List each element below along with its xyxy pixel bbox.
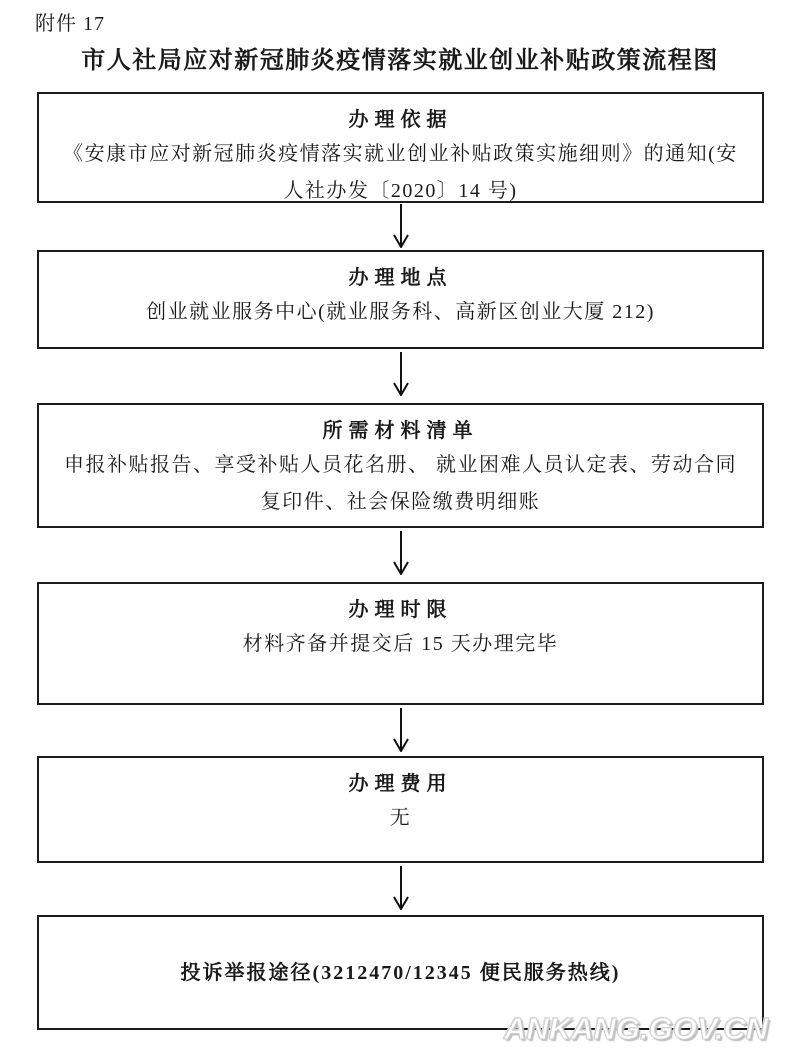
flow-step-time-limit <box>37 582 764 705</box>
down-arrow-icon <box>37 204 764 248</box>
down-arrow-icon <box>37 531 764 575</box>
down-arrow-icon <box>37 708 764 752</box>
flow-step-fee <box>37 756 764 863</box>
step-heading: 所需材料清单 <box>322 420 479 442</box>
flow-step-location <box>37 250 764 349</box>
step-heading: 办理地点 <box>348 267 453 289</box>
step-body: 材料齐备并提交后 15 天办理完毕 <box>242 633 559 655</box>
step-heading: 办理时限 <box>348 599 453 621</box>
step-body: 无 <box>389 807 412 829</box>
page-title: 市人社局应对新冠肺炎疫情落实就业创业补贴政策流程图 <box>81 48 719 74</box>
step-body: 《安康市应对新冠肺炎疫情落实就业创业补贴政策实施细则》的通知(安人社办发〔2020〕14 号) <box>63 143 738 202</box>
step-body: 投诉举报途径(3212470/12345 便民服务热线) <box>180 961 621 984</box>
step-heading: 办理费用 <box>348 773 453 795</box>
step-body: 创业就业服务中心(就业服务科、高新区创业大厦 212) <box>146 301 655 323</box>
step-body: 申报补贴报告、享受补贴人员花名册、 就业困难人员认定表、劳动合同复印件、社会保险缴费明细账 <box>64 454 737 513</box>
down-arrow-icon <box>37 866 764 910</box>
flow-step-materials <box>37 403 764 528</box>
step-heading: 办理依据 <box>348 109 453 131</box>
flow-step-basis <box>37 92 764 203</box>
down-arrow-icon <box>37 352 764 396</box>
attachment-label: 附件 17 <box>35 13 105 35</box>
watermark: ANKANG.GOV.CN <box>504 1011 769 1046</box>
